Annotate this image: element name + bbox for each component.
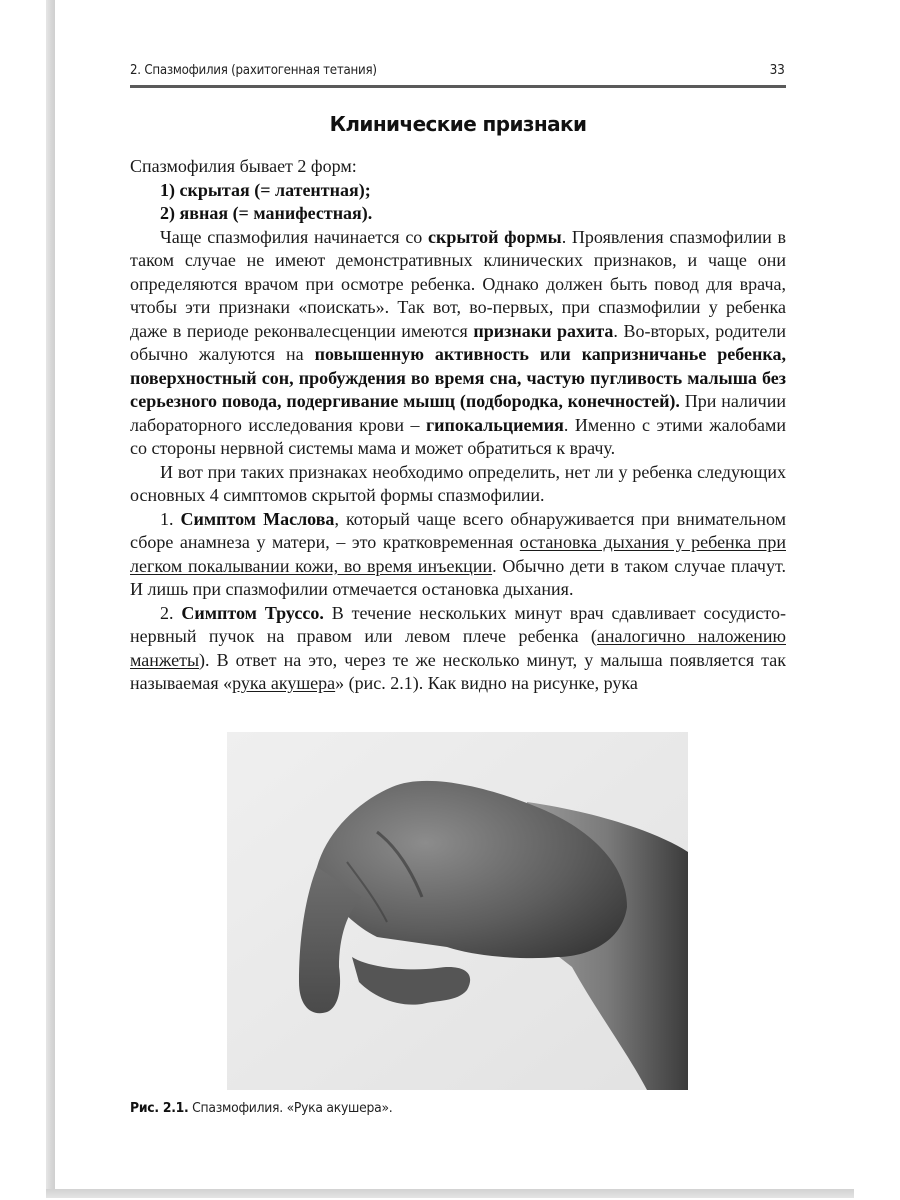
intro-paragraph: Спазмофилия бывает 2 форм: [130,156,357,176]
running-head [130,62,785,84]
figure-label: Рис. 2.1. [130,1100,189,1116]
chapter-title: 2. Спазмофилия (рахитогенная тетания) [130,62,377,78]
form-item-manifest: 2) явная (= манифестная). [160,203,373,223]
obstetrician-hand-illustration [227,732,688,1090]
section-title: Клинические признаки [329,112,587,136]
page-shadow-bottom [46,1189,854,1198]
paragraph-symptoms-intro: И вот при таких признаках необходимо определить, нет ли у ребенка следующих основных 4 симптомов скрытой формы спазмофилии. [130,461,786,505]
figure-caption [130,1100,392,1116]
page-shadow [46,0,55,1198]
figure-caption-text: Спазмофилия. «Рука акушера». [188,1100,393,1116]
paragraph-trousseau-symptom: 2. Симптом Труссо. В течение нескольких минут врач сдавливает сосудисто-нервный пучок на правом или левом плече ребенка (аналогично наложению манжеты). В ответ на это, через те же несколько минут, у малыша появляется так называемая «рука акушера» (рис. 2.1). Как видно на рисунке, рука [130,602,787,693]
header-rule [130,85,786,88]
paragraph-forms: Чаще спазмофилия начинается со скрытой формы. Проявления спазмофилии в таком случае не имеют демонстративных клинических признаков, и чаще они определяются врачом при осмотре ребенка. Однако должен быть повод для врача, чтобы эти признаки «поискать». Так вот, во-первых, при спазмофилии у ребенка даже в периоде реконвалесценции имеются признаки рахита. Во-вторых, родители обычно жалуются на повышенную активность или капризничанье ребенка, поверхностный сон, пробуждения во время сна, частую пугливость малыша без серьезного повода, подергивание мышц (подбородка, конечностей). При наличии лабораторного исследования крови – гипокальциемия. Именно с этими жалобами со стороны нервной системы мама и может обратиться к врачу. [130,226,786,458]
page-number: 33 [770,62,785,78]
paragraph-maslov-symptom: 1. Симптом Маслова, который чаще всего обнаруживается при внимательном сборе анамнеза у матери, – это кратковременная остановка дыхания у ребенка при легком покалывании кожи, во время инъекции. Обычно дети в таком случае плачут. И лишь при спазмофилии отмечается остановка дыхания. [130,508,786,599]
form-item-latent: 1) скрытая (= латентная); [160,179,371,200]
body-text [130,155,786,696]
figure-hand-photo [227,732,688,1090]
